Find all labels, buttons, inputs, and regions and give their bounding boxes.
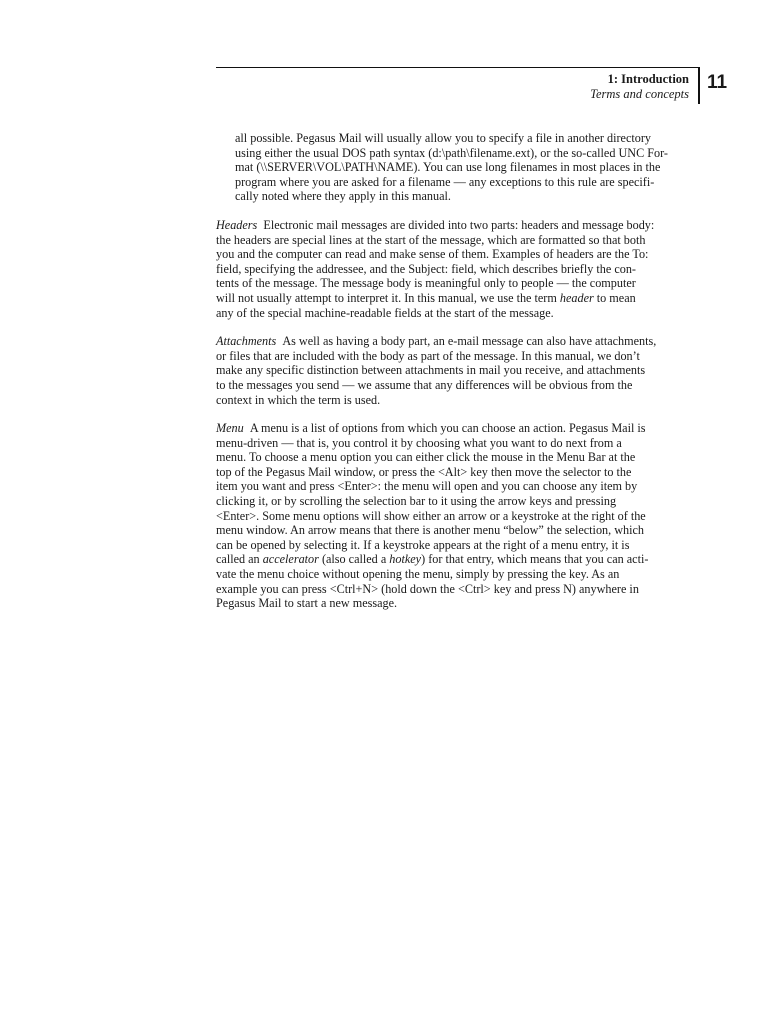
emphasized-term: hotkey: [389, 552, 422, 567]
text-line: [216, 552, 694, 567]
text-fragment: will not usually attempt to interpret it. In this manual, we use the term: [216, 290, 560, 305]
definition-term: Menu: [216, 421, 244, 436]
text-fragment: called an: [216, 552, 263, 567]
text-line: item you want and press <Enter>: the menu will open and you can choose any item by: [216, 479, 638, 494]
headers-definition: [216, 218, 694, 320]
page-number: 11: [707, 72, 728, 93]
text-fragment: As well as having a body part, an e-mail message can also have attachments,: [282, 334, 657, 349]
text-fragment: (also called a: [318, 552, 390, 567]
text-line: to the messages you send — we assume that any differences will be obvious from the: [216, 377, 633, 392]
menu-definition: [216, 421, 694, 611]
page-body: [216, 131, 694, 625]
text-line: Pegasus Mail to start a new message.: [216, 596, 398, 611]
text-line: tents of the message. The message body is meaningful only to people — the computer: [216, 276, 636, 291]
text-line: menu-driven — that is, you control it by choosing what you want to do next from a: [216, 435, 622, 450]
text-line: context in which the term is used.: [216, 392, 381, 407]
text-fragment: Electronic mail messages are divided into two parts: headers and message body:: [263, 217, 655, 232]
emphasized-term: header: [559, 290, 594, 305]
text-line: using either the usual DOS path syntax (d:\path\filename.ext), or the so-called UNC For-: [235, 145, 668, 160]
attachments-definition: [216, 334, 694, 407]
text-line: <Enter>. Some menu options will show either an arrow or a keystroke at the right of the: [216, 508, 646, 523]
text-line: clicking it, or by scrolling the selection bar to it using the arrow keys and pressing: [216, 494, 617, 509]
chapter-title: 1: Introduction: [607, 72, 689, 86]
text-line: menu window. An arrow means that there is another menu “below” the selection, which: [216, 523, 645, 538]
text-line: top of the Pegasus Mail window, or press the <Alt> key then move the selector to the: [216, 464, 632, 479]
emphasized-term: accelerator: [262, 552, 319, 567]
section-title: Terms and concepts: [590, 87, 689, 101]
text-line: program where you are asked for a filename — any exceptions to this rule are specifi-: [235, 174, 655, 189]
text-line: the headers are special lines at the start of the message, which are formatted so that both: [216, 232, 646, 247]
text-fragment: A menu is a list of options from which you can choose an action. Pegasus Mail is: [249, 421, 646, 436]
continuation-paragraph: [216, 131, 694, 204]
header-vertical-rule: [698, 67, 700, 104]
text-line: [216, 334, 694, 349]
text-line: mat (\\SERVER\VOL\PATH\NAME). You can use long filenames in most places in the: [235, 160, 661, 175]
text-line: example you can press <Ctrl+N> (hold down the <Ctrl> key and press N) anywhere in: [216, 581, 639, 596]
text-line: vate the menu choice without opening the menu, simply by pressing the key. As an: [216, 567, 620, 582]
text-line: [216, 290, 694, 306]
text-line: all possible. Pegasus Mail will usually allow you to specify a file in another directory: [235, 131, 651, 145]
text-line: you and the computer can read and make sense of them. Examples of headers are the To:: [216, 247, 649, 262]
text-line: make any specific distinction between attachments in mail you receive, and attachments: [216, 363, 646, 378]
text-line: cally noted where they apply in this manual.: [235, 189, 451, 204]
text-line: can be opened by selecting it. If a keystroke appears at the right of a menu entry, it is: [216, 537, 630, 552]
text-fragment: to mean: [593, 290, 636, 305]
text-line: any of the special machine-readable fields at the start of the message.: [216, 305, 554, 320]
text-line: or files that are included with the body as part of the message. In this manual, we don’t: [216, 348, 640, 363]
text-fragment: ) for that entry, which means that you can acti-: [421, 552, 649, 567]
definition-term: Attachments: [216, 334, 277, 349]
header-rule: [216, 67, 700, 68]
text-line: [216, 217, 694, 233]
definition-term: Headers: [216, 217, 258, 232]
text-line: menu. To choose a menu option you can either click the mouse in the Menu Bar at the: [216, 450, 636, 465]
text-line: field, specifying the addressee, and the Subject: field, which describes briefly the con-: [216, 261, 636, 276]
text-line: [216, 421, 694, 436]
